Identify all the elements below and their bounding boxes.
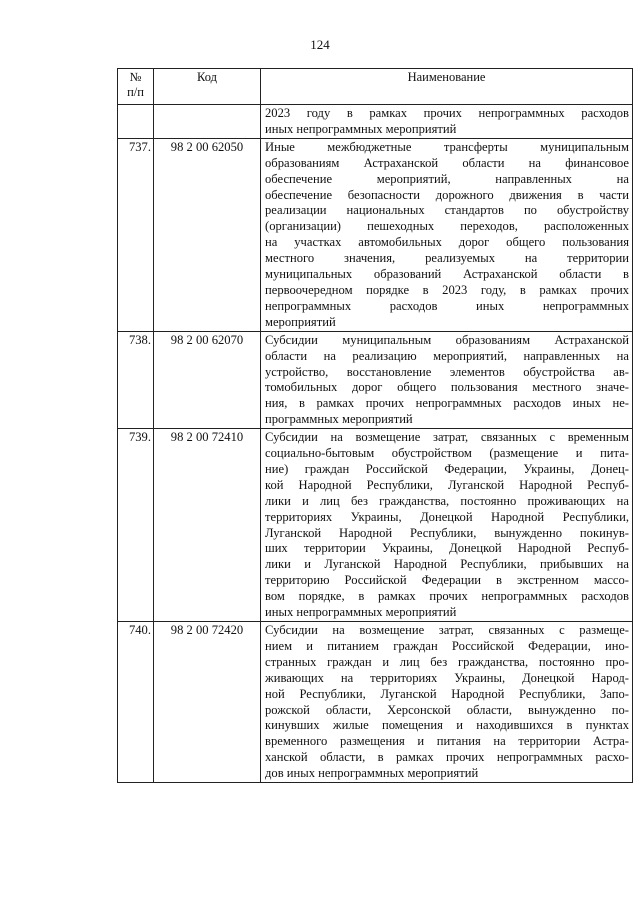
name-text-line: Субсидии на возмещение затрат, связанных с временным (265, 430, 629, 445)
name-text-line: программных мероприятий (265, 412, 413, 427)
continuation-code-cell (154, 105, 261, 139)
name-text-line: ния, в рамках прочих непрограммных расходов иных не- (265, 396, 629, 411)
row-number: 740. (118, 622, 154, 783)
name-text-line: Субсидии на возмещение затрат, связанных с размеще- (265, 623, 629, 637)
name-text-line: социально-бытовым обустройством (размещение и пита- (265, 446, 629, 461)
row-number: 738. (118, 331, 154, 428)
name-text-line: реализации национальных стандартов по обустройству (265, 203, 629, 218)
name-text-line: образованиям Астраханской области на финансовое (265, 155, 629, 170)
name-text-line: лики и Луганской Народной Республики, прибывших на (265, 557, 629, 572)
header-code: Код (154, 69, 261, 105)
name-text-line: иных непрограммных мероприятий (265, 121, 457, 136)
table-row (118, 138, 633, 331)
row-name (261, 622, 633, 783)
header-number-symbol: № (129, 70, 142, 84)
continuation-name-cell (261, 105, 633, 139)
name-text-line: ханской области, в рамках прочих непрограммных расхо- (265, 750, 629, 765)
name-text-line: муниципальных образований Астраханской области в (265, 267, 629, 282)
name-text-line: Субсидии муниципальным образованиям Астраханской (265, 332, 629, 347)
name-text-line: рожской области, Херсонской области, вынужденно по- (265, 702, 629, 717)
name-text-line: Луганской Народной Республики, вынужденно покинув- (265, 525, 629, 540)
continuation-number-cell (118, 105, 154, 139)
name-text-line: обеспечение безопасности дорожного движения в части (265, 187, 629, 202)
name-text-line: непрограммных расходов иных непрограммных (265, 298, 629, 313)
name-text-line: живающих на территориях Украины, Донецкой Народ- (265, 670, 629, 685)
name-text-line: кинувших жилые помещения и находившихся в пунктах (265, 718, 629, 733)
name-text-line: первоочередном порядке в 2023 году, в рамках прочих (265, 282, 629, 297)
name-text-line: мероприятий (265, 314, 336, 329)
table-header-row (118, 69, 633, 105)
name-text-line: территориях Украины, Донецкой Народной Республики, (265, 509, 629, 524)
name-text-line: территорию Российской Федерации в экстренном массо- (265, 573, 629, 588)
name-text-line: странных граждан и лиц без гражданства, постоянно про- (265, 654, 629, 669)
name-text-line: вом порядке, в рамках прочих непрограммных расходов (265, 589, 629, 604)
name-text-line: иных непрограммных мероприятий (265, 605, 457, 620)
name-text-line: области на реализацию мероприятий, направленных на (265, 348, 629, 363)
page-number: 124 (310, 37, 330, 52)
name-text-line: местного значения, реализуемых на территории (265, 251, 629, 266)
name-text-line: нием и питанием граждан Российской Федерации, ино- (265, 638, 629, 653)
name-text-line: 2023 году в рамках прочих непрограммных расходов (265, 106, 629, 120)
row-number: 737. (118, 138, 154, 331)
table-row (118, 331, 633, 428)
name-text-line: ших территории Украины, Донецкой Народной Респуб- (265, 541, 629, 556)
header-number (118, 69, 154, 105)
row-code: 98 2 00 72420 (154, 622, 261, 783)
budget-code-table (117, 68, 633, 783)
row-number: 739. (118, 429, 154, 622)
name-text-line: кой Народной Республики, Луганской Народной Респуб- (265, 477, 629, 492)
header-number-abbr: п/п (127, 85, 144, 99)
name-text-line: дов иных непрограммных мероприятий (265, 766, 479, 781)
row-name (261, 429, 633, 622)
row-code: 98 2 00 72410 (154, 429, 261, 622)
header-name: Наименование (261, 69, 633, 105)
row-name (261, 138, 633, 331)
row-code: 98 2 00 62050 (154, 138, 261, 331)
row-name (261, 331, 633, 428)
name-text-line: ной Республики, Луганской Народной Республики, Запо- (265, 686, 629, 701)
name-text-line: обеспечение мероприятий, направленных на (265, 171, 629, 186)
row-code: 98 2 00 62070 (154, 331, 261, 428)
name-text-line: временного размещения и питания на территории Астра- (265, 734, 629, 749)
name-text-line: устройство, восстановление элементов обустройства ав- (265, 364, 629, 379)
continuation-row (118, 105, 633, 139)
name-text-line: ние) граждан Российской Федерации, Украины, Донец- (265, 461, 629, 476)
name-text-line: на участках автомобильных дорог общего пользования (265, 235, 629, 250)
table-row (118, 622, 633, 783)
table-row (118, 429, 633, 622)
name-text-line: томобильных дорог общего пользования местного значе- (265, 380, 629, 395)
name-text-line: лики и лиц без гражданства, постоянно проживающих на (265, 493, 629, 508)
name-text-line: (организации) пешеходных переходов, расположенных (265, 219, 629, 234)
name-text-line: Иные межбюджетные трансферты муниципальным (265, 139, 629, 154)
